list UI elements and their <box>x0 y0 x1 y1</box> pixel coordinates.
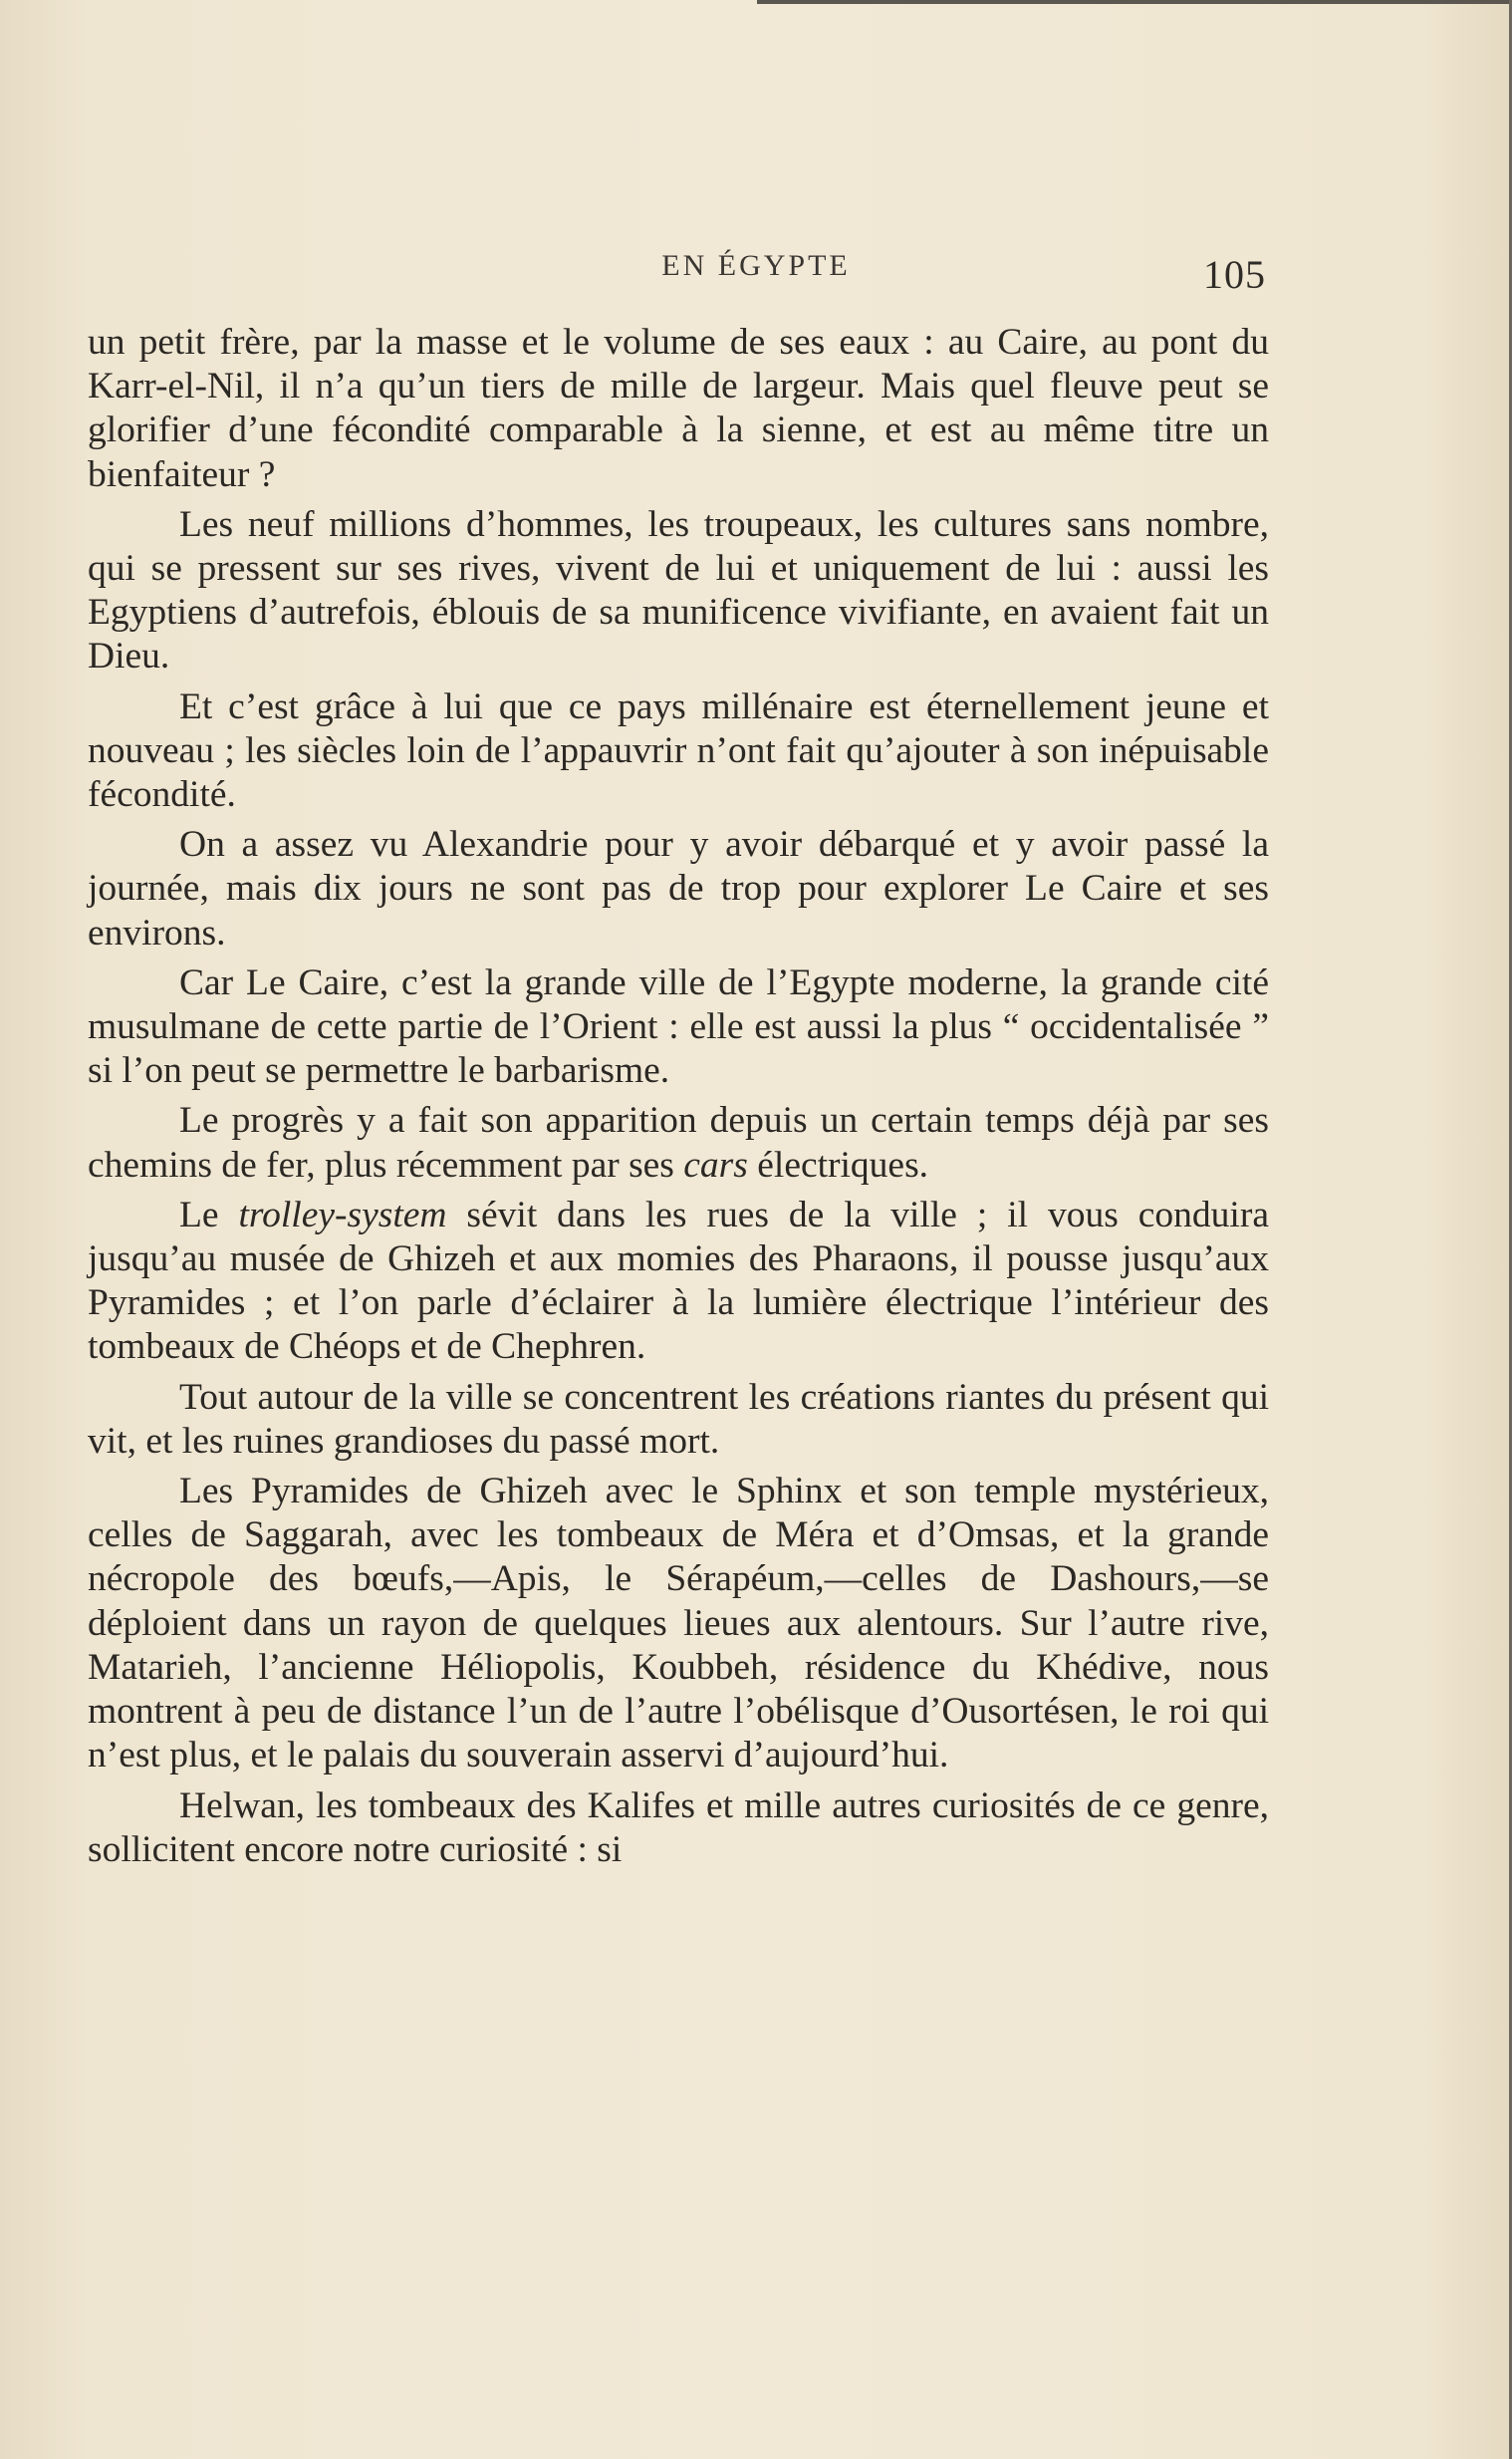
text-run: sévit dans les rues de la ville ; il vous conduira jusqu’au musée de Ghizeh et aux momies des Pharaons, il pousse jusqu’aux Pyramides ; et l’on parle d’éclairer à la lumière électrique l’intérieur des tombeaux de Chéops et de Chephren. <box>88 1194 1269 1368</box>
paragraph-trolley <box>88 1194 1269 1370</box>
body-text <box>88 321 1269 1872</box>
paragraph-alexandrie: On a assez vu Alexandrie pour y avoir débarqué et y avoir passé la journée, mais dix jours ne sont pas de trop pour explorer Le Caire et ses environs. <box>88 824 1269 954</box>
page-number: 105 <box>1203 252 1266 297</box>
paragraph-helwan: Helwan, les tombeaux des Kalifes et mille autres curiosités de ce genre, sollicitent encore notre curiosité : si <box>88 1784 1269 1870</box>
italic-term-trolley-system: trolley-system <box>238 1194 447 1235</box>
text-run: Le <box>179 1194 239 1235</box>
paragraph-tout-autour: Tout autour de la ville se concentrent les créations riantes du présent qui vit, et les ruines grandioses du passé mort. <box>88 1376 1269 1462</box>
paragraph-progres <box>88 1099 1269 1187</box>
text-run: électriques. <box>747 1144 929 1186</box>
running-head: EN ÉGYPTE <box>661 249 851 282</box>
paragraph-neuf-millions: Les neuf millions d’hommes, les troupeaux, les cultures sans nombre, qui se pressent sur ses rives, vivent de lui et uniquement de lui : aussi les Egyptiens d’autrefois, éblouis de sa munificence vivifiante, en avaient fait un Dieu. <box>88 503 1269 678</box>
paragraph-grace-a-lui: Et c’est grâce à lui que ce pays millénaire est éternellement jeune et nouveau ; les siècles loin de l’appauvrir n’ont fait qu’ajouter à son inépuisable fécondité. <box>88 685 1269 816</box>
paragraph-pyramides: Les Pyramides de Ghizeh avec le Sphinx et son temple mystérieux, celles de Saggarah, avec les tombeaux de Méra et d’Omsas, et la grande nécropole des bœufs,—Apis, le Sérapéum,—celles de Dashours,—se déploient dans un rayon de quelques lieues aux alentours. Sur l’autre rive, Matarieh, l’ancienne Héliopolis, Koubbeh, résidence du Khédive, nous montrent à peu de distance l’un de l’autre l’obélisque d’Ousortésen, le roi qui n’est plus, et le palais du souverain asservi d’aujourd’hui. <box>88 1471 1269 1776</box>
top-edge-rule <box>757 0 1512 4</box>
text-run: Le progrès y a fait son apparition depuis un certain temps déjà par ses chemins de fer, plus récemment par ses <box>88 1100 1269 1186</box>
paragraph-le-caire: Car Le Caire, c’est la grande ville de l’Egypte moderne, la grande cité musulmane de cette partie de l’Orient : elle est aussi la plus “ occidentalisée ” si l’on peut se permettre le barbarisme. <box>88 961 1269 1092</box>
paragraph-continued: un petit frère, par la masse et le volume de ses eaux : au Caire, au pont du Karr-el-Nil, il n’a qu’un tiers de mille de largeur. Mais quel fleuve peut se glorifier d’une fécondité comparable à la sienne, et est au même titre un bienfaiteur ? <box>88 322 1269 495</box>
italic-term-cars: cars <box>683 1144 748 1186</box>
